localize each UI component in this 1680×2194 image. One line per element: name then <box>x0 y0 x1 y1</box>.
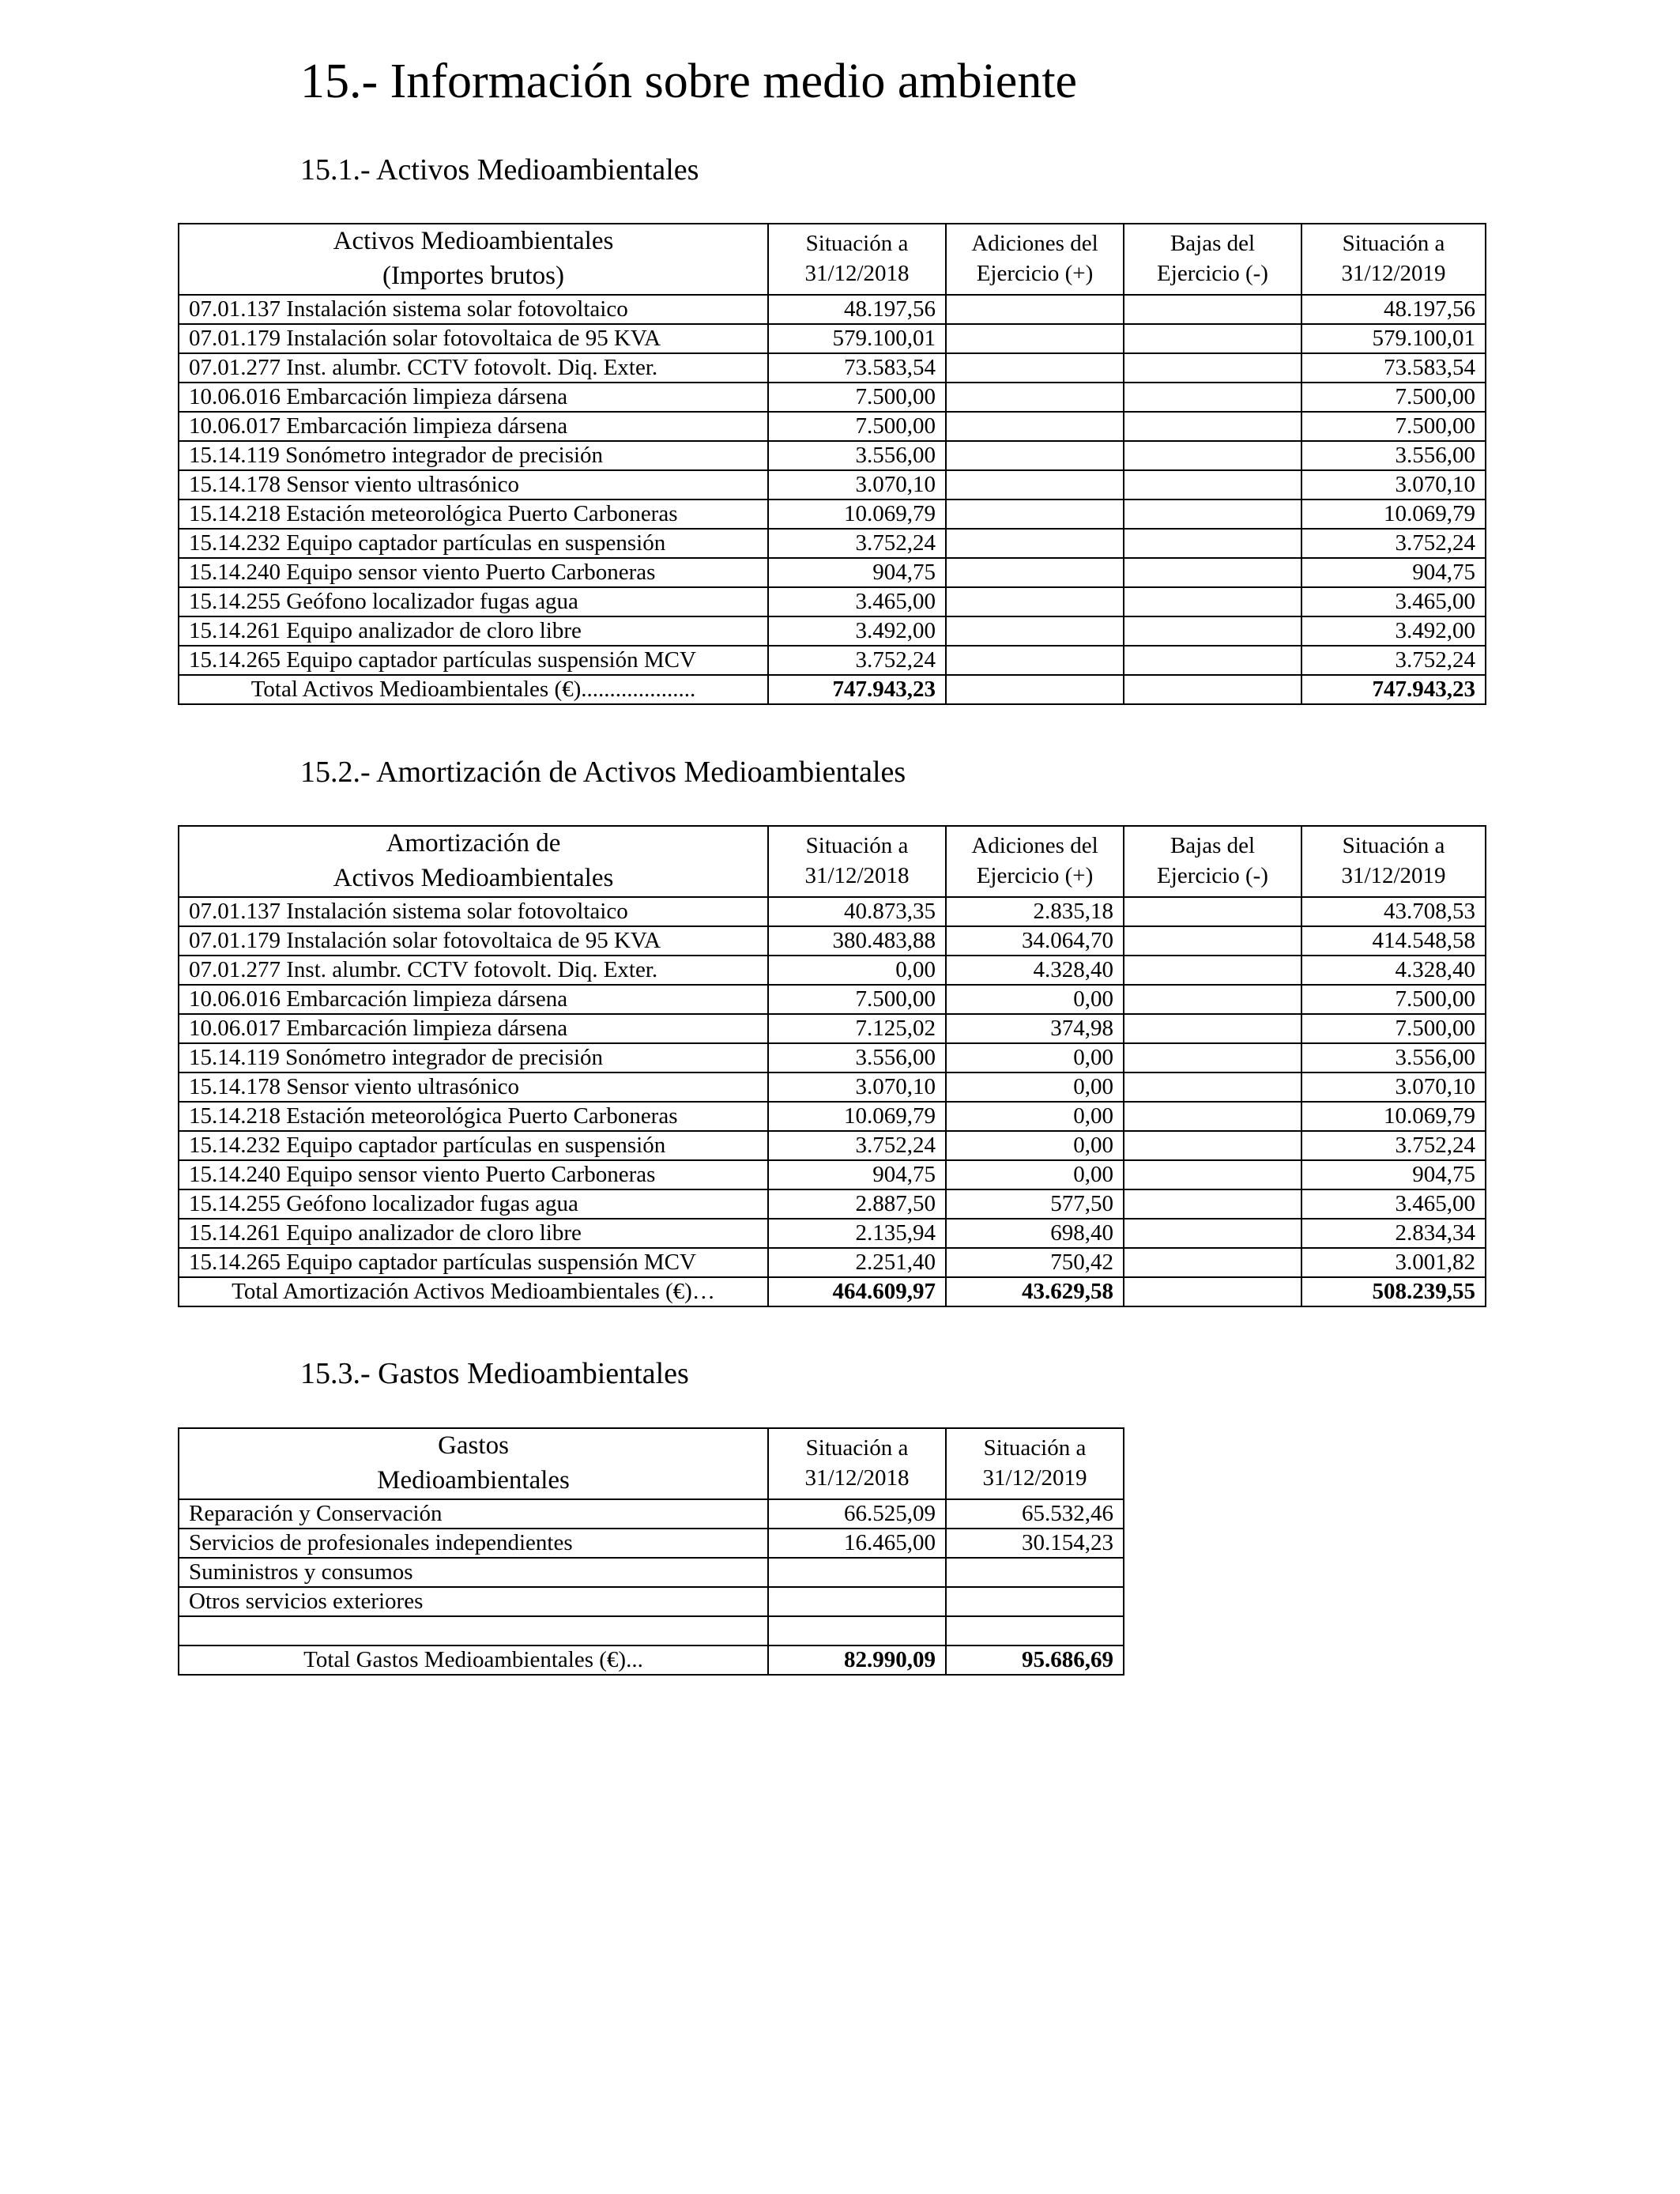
cell-value <box>1124 353 1301 383</box>
row-label: 15.14.255 Geófono localizador fugas agua <box>179 1189 768 1219</box>
cell-value <box>1124 470 1301 499</box>
cell-value: 48.197,56 <box>1301 295 1486 324</box>
cell-value <box>946 412 1124 441</box>
cell-value: 10.069,79 <box>768 499 946 529</box>
cell-value <box>1124 324 1301 353</box>
cell-value: 380.483,88 <box>768 926 946 956</box>
cell-value: 0,00 <box>946 1043 1124 1072</box>
cell-value <box>1124 616 1301 646</box>
activos-table-body <box>179 224 1486 704</box>
row-label: 10.06.017 Embarcación limpieza dársena <box>179 1014 768 1043</box>
cell-value: 2.135,94 <box>768 1219 946 1248</box>
row-label: 15.14.232 Equipo captador partículas en suspensión <box>179 529 768 558</box>
cell-value: 3.070,10 <box>768 470 946 499</box>
cell-value <box>1124 295 1301 324</box>
cell-value: 414.548,58 <box>1301 926 1486 956</box>
table-row <box>179 1587 1124 1616</box>
column-header-line: (Importes brutos) <box>382 261 565 290</box>
cell-value: 3.465,00 <box>768 587 946 616</box>
cell-value: 7.500,00 <box>768 412 946 441</box>
total-value: 95.686,69 <box>946 1646 1124 1675</box>
row-label: 15.14.119 Sonómetro integrador de precisión <box>179 441 768 470</box>
cell-value: 48.197,56 <box>768 295 946 324</box>
total-value: 747.943,23 <box>768 675 946 704</box>
total-value: 82.990,09 <box>768 1646 946 1675</box>
cell-value <box>1124 499 1301 529</box>
cell-value: 73.583,54 <box>768 353 946 383</box>
column-header-line: Situación a <box>1342 833 1445 859</box>
cell-value <box>946 558 1124 587</box>
cell-value: 3.556,00 <box>1301 441 1486 470</box>
cell-value <box>946 470 1124 499</box>
cell-value <box>1124 1014 1301 1043</box>
cell-value: 698,40 <box>946 1219 1124 1248</box>
cell-value <box>946 587 1124 616</box>
column-header-line: Amortización de <box>386 829 561 858</box>
total-value: 747.943,23 <box>1301 675 1486 704</box>
cell-value: 7.500,00 <box>1301 412 1486 441</box>
cell-value <box>1124 646 1301 675</box>
cell-value: 34.064,70 <box>946 926 1124 956</box>
column-header-line: 31/12/2019 <box>1341 260 1446 286</box>
table-row <box>179 646 1486 675</box>
column-header <box>179 1428 768 1499</box>
cell-value: 2.251,40 <box>768 1248 946 1277</box>
cell-value: 3.070,10 <box>1301 1072 1486 1102</box>
table-row <box>179 926 1486 956</box>
row-label: 10.06.016 Embarcación limpieza dársena <box>179 985 768 1014</box>
cell-value <box>946 499 1124 529</box>
gastos-table-body <box>179 1428 1124 1675</box>
table-row <box>179 441 1486 470</box>
row-label: 15.14.178 Sensor viento ultrasónico <box>179 1072 768 1102</box>
column-header-line: Situación a <box>805 833 909 859</box>
column-header-line: Situación a <box>1342 231 1445 257</box>
table-row <box>179 1499 1124 1529</box>
table-row <box>179 1102 1486 1131</box>
cell-value: 577,50 <box>946 1189 1124 1219</box>
cell-value <box>1124 985 1301 1014</box>
cell-value: 7.500,00 <box>768 383 946 412</box>
cell-value: 0,00 <box>946 1072 1124 1102</box>
cell-value: 73.583,54 <box>1301 353 1486 383</box>
table-row <box>179 616 1486 646</box>
column-header <box>946 826 1124 897</box>
table-row <box>179 412 1486 441</box>
cell-value: 0,00 <box>946 1131 1124 1160</box>
cell-value: 2.835,18 <box>946 897 1124 926</box>
cell-value: 7.500,00 <box>1301 985 1486 1014</box>
cell-value: 65.532,46 <box>946 1499 1124 1529</box>
total-row <box>179 675 1486 704</box>
cell-value: 904,75 <box>1301 1160 1486 1189</box>
cell-value <box>768 1558 946 1587</box>
total-label: Total Amortización Activos Medioambientales (€)… <box>179 1277 768 1306</box>
cell-value: 3.752,24 <box>1301 646 1486 675</box>
table-row <box>179 295 1486 324</box>
row-label: 15.14.218 Estación meteorológica Puerto Carboneras <box>179 1102 768 1131</box>
cell-value <box>1124 1248 1301 1277</box>
table-row <box>179 1616 1124 1646</box>
cell-value: 0,00 <box>946 1102 1124 1131</box>
table-row <box>179 1131 1486 1160</box>
row-label: 07.01.179 Instalación solar fotovoltaica de 95 KVA <box>179 926 768 956</box>
section-title-amortizacion: 15.2.- Amortización de Activos Medioambientales <box>300 756 906 789</box>
total-value: 464.609,97 <box>768 1277 946 1306</box>
section-title-gastos: 15.3.- Gastos Medioambientales <box>300 1357 689 1390</box>
column-header-line: Adiciones del <box>971 231 1098 257</box>
cell-value <box>1124 926 1301 956</box>
cell-value <box>1124 412 1301 441</box>
table-row <box>179 1014 1486 1043</box>
cell-value: 66.525,09 <box>768 1499 946 1529</box>
table-row <box>179 1189 1486 1219</box>
cell-value <box>946 1587 1124 1616</box>
cell-value: 3.001,82 <box>1301 1248 1486 1277</box>
amortizacion-table-body <box>179 826 1486 1306</box>
page-title: 15.- Información sobre medio ambiente <box>300 55 1078 108</box>
row-label: 15.14.240 Equipo sensor viento Puerto Carboneras <box>179 558 768 587</box>
column-header <box>1124 224 1301 295</box>
column-header-line: Bajas del <box>1170 231 1256 257</box>
table-header-row <box>179 1428 1124 1499</box>
total-value <box>1124 1277 1301 1306</box>
table-row <box>179 1558 1124 1587</box>
column-header <box>179 224 768 295</box>
total-value <box>946 675 1124 704</box>
column-header <box>768 826 946 897</box>
row-label: 15.14.265 Equipo captador partículas suspensión MCV <box>179 646 768 675</box>
cell-value <box>1124 558 1301 587</box>
cell-value <box>1124 897 1301 926</box>
cell-value: 10.069,79 <box>1301 1102 1486 1131</box>
table-row <box>179 1160 1486 1189</box>
gastos-table <box>178 1427 1124 1676</box>
cell-value: 750,42 <box>946 1248 1124 1277</box>
row-label: Suministros y consumos <box>179 1558 768 1587</box>
cell-value: 3.556,00 <box>768 1043 946 1072</box>
amortizacion-table <box>178 825 1486 1307</box>
row-label: 15.14.261 Equipo analizador de cloro libre <box>179 1219 768 1248</box>
total-row <box>179 1646 1124 1675</box>
cell-value: 3.752,24 <box>768 529 946 558</box>
column-header-line: Ejercicio (+) <box>976 260 1094 286</box>
table-row <box>179 1219 1486 1248</box>
cell-value: 904,75 <box>768 1160 946 1189</box>
table-header-row <box>179 826 1486 897</box>
cell-value: 7.500,00 <box>1301 1014 1486 1043</box>
table-row <box>179 1072 1486 1102</box>
row-label: 15.14.240 Equipo sensor viento Puerto Carboneras <box>179 1160 768 1189</box>
column-header-line: Situación a <box>805 1435 909 1461</box>
cell-value: 579.100,01 <box>1301 324 1486 353</box>
activos-table <box>178 223 1486 705</box>
cell-value <box>1124 529 1301 558</box>
row-label: 07.01.277 Inst. alumbr. CCTV fotovolt. Diq. Exter. <box>179 956 768 985</box>
cell-value <box>946 616 1124 646</box>
cell-value: 3.465,00 <box>1301 1189 1486 1219</box>
row-label: 07.01.137 Instalación sistema solar fotovoltaico <box>179 897 768 926</box>
column-header-line: 31/12/2018 <box>804 1465 910 1491</box>
row-label: 15.14.261 Equipo analizador de cloro libre <box>179 616 768 646</box>
cell-value: 43.708,53 <box>1301 897 1486 926</box>
cell-value <box>946 353 1124 383</box>
cell-value: 3.556,00 <box>768 441 946 470</box>
cell-value: 3.752,24 <box>768 646 946 675</box>
cell-value <box>1124 383 1301 412</box>
row-label: Servicios de profesionales independientes <box>179 1529 768 1558</box>
cell-value <box>1124 1102 1301 1131</box>
cell-value <box>946 1558 1124 1587</box>
row-label: 15.14.255 Geófono localizador fugas agua <box>179 587 768 616</box>
section-title-activos: 15.1.- Activos Medioambientales <box>300 153 699 187</box>
cell-value <box>1124 1189 1301 1219</box>
cell-value <box>1124 1043 1301 1072</box>
row-label: 10.06.017 Embarcación limpieza dársena <box>179 412 768 441</box>
table-row <box>179 470 1486 499</box>
cell-value: 30.154,23 <box>946 1529 1124 1558</box>
cell-value: 40.873,35 <box>768 897 946 926</box>
table-row <box>179 558 1486 587</box>
column-header <box>768 1428 946 1499</box>
column-header-line: Ejercicio (+) <box>976 862 1094 888</box>
cell-value <box>946 295 1124 324</box>
table-row <box>179 897 1486 926</box>
column-header-line: Medioambientales <box>377 1465 570 1495</box>
cell-value <box>946 646 1124 675</box>
cell-value: 10.069,79 <box>768 1102 946 1131</box>
column-header-line: Bajas del <box>1170 833 1256 859</box>
cell-value: 2.834,34 <box>1301 1219 1486 1248</box>
cell-value: 2.887,50 <box>768 1189 946 1219</box>
row-label: 07.01.277 Inst. alumbr. CCTV fotovolt. Diq. Exter. <box>179 353 768 383</box>
cell-value: 579.100,01 <box>768 324 946 353</box>
table-row <box>179 499 1486 529</box>
cell-value: 3.752,24 <box>768 1131 946 1160</box>
table-row <box>179 985 1486 1014</box>
total-row <box>179 1277 1486 1306</box>
column-header-line: 31/12/2019 <box>982 1465 1087 1491</box>
column-header <box>1124 826 1301 897</box>
total-value <box>1124 675 1301 704</box>
cell-value <box>946 324 1124 353</box>
cell-value: 4.328,40 <box>946 956 1124 985</box>
table-row <box>179 529 1486 558</box>
cell-value: 3.465,00 <box>1301 587 1486 616</box>
cell-value: 10.069,79 <box>1301 499 1486 529</box>
row-label: Reparación y Conservación <box>179 1499 768 1529</box>
table-row <box>179 587 1486 616</box>
cell-value: 3.070,10 <box>768 1072 946 1102</box>
cell-value <box>768 1616 946 1646</box>
column-header-line: 31/12/2019 <box>1341 862 1446 888</box>
cell-value <box>1124 587 1301 616</box>
cell-value <box>1124 1131 1301 1160</box>
row-label: 15.14.119 Sonómetro integrador de precisión <box>179 1043 768 1072</box>
cell-value <box>1124 1160 1301 1189</box>
column-header-line: Activos Medioambientales <box>333 863 614 892</box>
column-header <box>1301 224 1486 295</box>
cell-value: 3.752,24 <box>1301 1131 1486 1160</box>
column-header-line: Situación a <box>805 231 909 257</box>
column-header <box>946 1428 1124 1499</box>
cell-value <box>1124 1219 1301 1248</box>
column-header <box>1301 826 1486 897</box>
cell-value: 7.125,02 <box>768 1014 946 1043</box>
cell-value: 904,75 <box>768 558 946 587</box>
cell-value: 3.492,00 <box>768 616 946 646</box>
total-label: Total Gastos Medioambientales (€)... <box>179 1646 768 1675</box>
row-label: 07.01.179 Instalación solar fotovoltaica de 95 KVA <box>179 324 768 353</box>
column-header-line: Ejercicio (-) <box>1157 260 1268 286</box>
column-header <box>768 224 946 295</box>
table-row <box>179 383 1486 412</box>
cell-value: 904,75 <box>1301 558 1486 587</box>
cell-value: 0,00 <box>768 956 946 985</box>
cell-value: 0,00 <box>946 985 1124 1014</box>
total-value: 43.629,58 <box>946 1277 1124 1306</box>
table-row <box>179 324 1486 353</box>
cell-value: 7.500,00 <box>768 985 946 1014</box>
cell-value <box>946 529 1124 558</box>
cell-value: 374,98 <box>946 1014 1124 1043</box>
cell-value: 16.465,00 <box>768 1529 946 1558</box>
table-header-row <box>179 224 1486 295</box>
row-label: 15.14.265 Equipo captador partículas suspensión MCV <box>179 1248 768 1277</box>
cell-value <box>768 1587 946 1616</box>
column-header-line: Situación a <box>983 1435 1087 1461</box>
table-row <box>179 353 1486 383</box>
row-label: Otros servicios exteriores <box>179 1587 768 1616</box>
table-row <box>179 1529 1124 1558</box>
cell-value: 7.500,00 <box>1301 383 1486 412</box>
row-label: 15.14.232 Equipo captador partículas en suspensión <box>179 1131 768 1160</box>
column-header-line: 31/12/2018 <box>804 862 910 888</box>
cell-value <box>946 383 1124 412</box>
column-header-line: Gastos <box>438 1431 509 1460</box>
row-label: 15.14.218 Estación meteorológica Puerto Carboneras <box>179 499 768 529</box>
column-header <box>946 224 1124 295</box>
cell-value: 3.492,00 <box>1301 616 1486 646</box>
column-header-line: Ejercicio (-) <box>1157 862 1268 888</box>
table-row <box>179 956 1486 985</box>
table-row <box>179 1248 1486 1277</box>
row-label: 15.14.178 Sensor viento ultrasónico <box>179 470 768 499</box>
cell-value: 3.752,24 <box>1301 529 1486 558</box>
column-header <box>179 826 768 897</box>
cell-value: 0,00 <box>946 1160 1124 1189</box>
cell-value <box>946 441 1124 470</box>
cell-value: 3.556,00 <box>1301 1043 1486 1072</box>
cell-value <box>1124 956 1301 985</box>
cell-value <box>946 1616 1124 1646</box>
table-row <box>179 1043 1486 1072</box>
cell-value: 4.328,40 <box>1301 956 1486 985</box>
cell-value: 3.070,10 <box>1301 470 1486 499</box>
row-label: 07.01.137 Instalación sistema solar fotovoltaico <box>179 295 768 324</box>
total-label: Total Activos Medioambientales (€).................... <box>179 675 768 704</box>
row-label <box>179 1616 768 1646</box>
row-label: 10.06.016 Embarcación limpieza dársena <box>179 383 768 412</box>
cell-value <box>1124 441 1301 470</box>
total-value: 508.239,55 <box>1301 1277 1486 1306</box>
column-header-line: Activos Medioambientales <box>333 227 614 255</box>
column-header-line: Adiciones del <box>971 833 1098 859</box>
cell-value <box>1124 1072 1301 1102</box>
column-header-line: 31/12/2018 <box>804 260 910 286</box>
